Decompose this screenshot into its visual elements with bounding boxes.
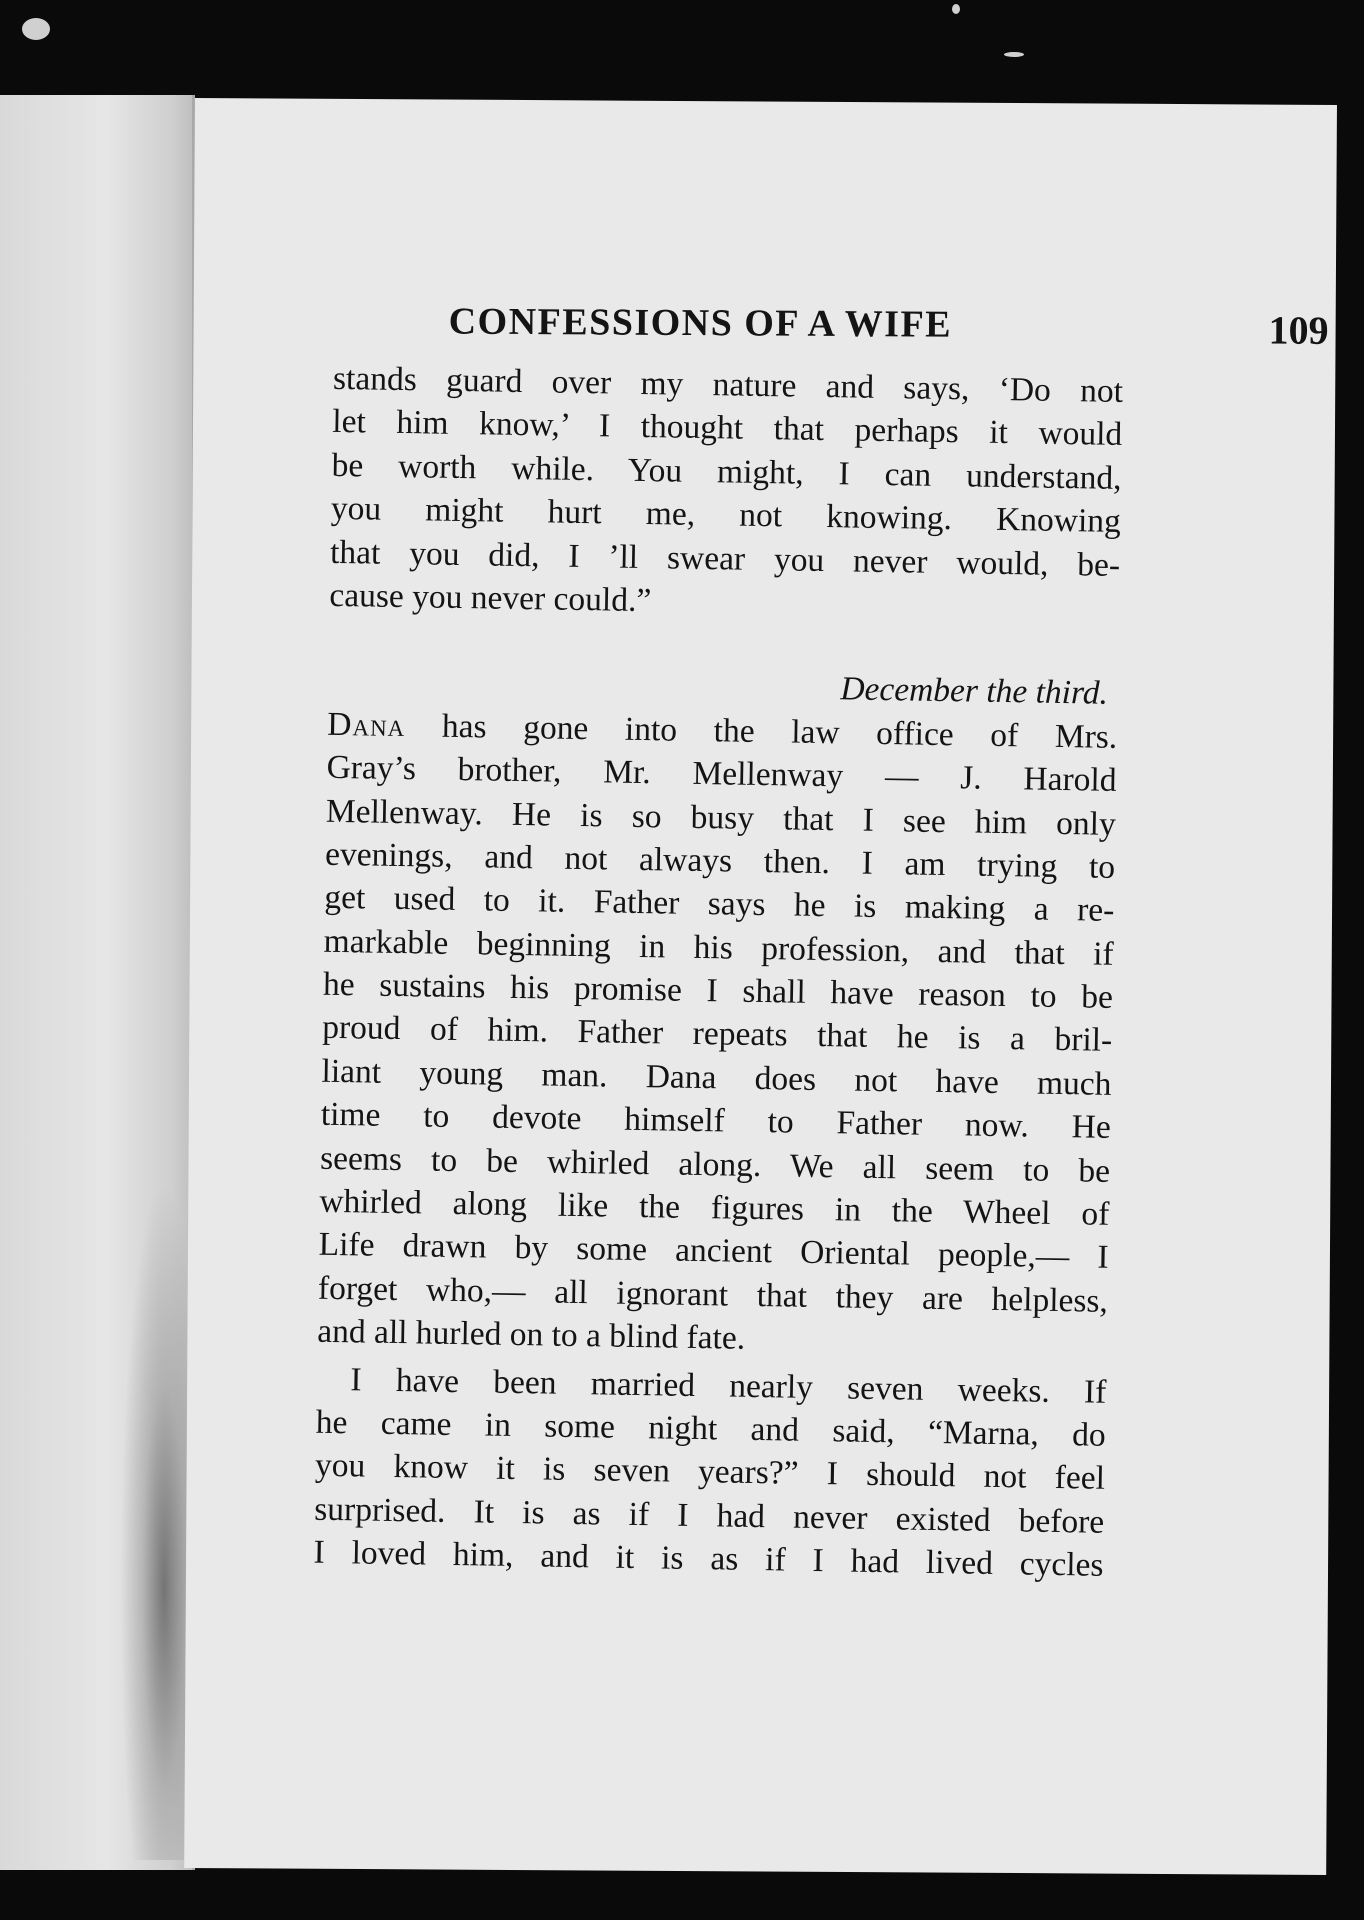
text-line: that you did, I ’ll swear you never would, be- — [329, 533, 1121, 584]
paragraph-continuation — [329, 357, 1123, 630]
text-line: stands guard over my nature and says, ‘Do not — [332, 359, 1124, 410]
text-line: get used to it. Father says he is making a re- — [324, 879, 1115, 930]
text-line: you know it is seven years?” I should not feel — [314, 1447, 1106, 1498]
text-line: you might hurt me, not knowing. Knowing — [330, 490, 1122, 541]
page-number: 109 — [1268, 307, 1329, 353]
paragraph — [313, 1357, 1106, 1587]
text-line: and all hurled on to a blind fate. — [316, 1312, 746, 1358]
text-line: Mellenway. He is so busy that I see him only — [325, 792, 1117, 843]
scan-speck — [1004, 52, 1024, 57]
text-line: forget who,— all ignorant that they are helpless, — [317, 1269, 1109, 1320]
text-line: I loved him, and it is as if I had lived cycles — [313, 1533, 1104, 1584]
text-line: seems to be whirled along. We all seem to be — [319, 1139, 1111, 1190]
text-line: cause you never could.” — [329, 576, 652, 620]
text-line: I have been married nearly seven weeks. If — [350, 1360, 1107, 1411]
text-line: evenings, and not always then. I am trying to — [324, 835, 1116, 886]
entry-opening-word: Dana — [327, 705, 406, 744]
text-line: Life drawn by some ancient Oriental people,— I — [318, 1226, 1109, 1277]
text-line: time to devote himself to Father now. He — [320, 1095, 1112, 1147]
text-line: whirled along like the figures in the Wheel of — [319, 1182, 1110, 1233]
text-line: surprised. It is as if I had never existed before — [314, 1490, 1105, 1541]
text-line: let him know,’ I thought that perhaps it would — [332, 403, 1123, 454]
text-line: he sustains his promise I shall have reason to be — [322, 965, 1114, 1016]
text-line: Gray’s brother, Mr. Mellenway — J. Harold — [326, 748, 1117, 800]
text-line: markable beginning in his profession, and that if — [323, 922, 1114, 973]
running-head-title: CONFESSIONS OF A WIFE — [448, 300, 953, 346]
text-line: be worth while. You might, I can understand, — [331, 446, 1122, 497]
text-line: he came in some night and said, “Marna, do — [315, 1403, 1106, 1454]
entry-first-line-text: has gone into the law office of Mrs. — [405, 706, 1118, 756]
text-line: proud of him. Father repeats that he is a bril- — [321, 1009, 1113, 1060]
diary-dateline: December the third. — [840, 670, 1109, 713]
body-text — [313, 357, 1123, 1587]
scan-speck — [22, 18, 50, 40]
book-page — [184, 98, 1337, 1875]
scan-speck — [952, 4, 960, 14]
diary-entry-paragraph — [317, 703, 1118, 1367]
text-line: liant young man. Dana does not have much — [321, 1052, 1112, 1103]
